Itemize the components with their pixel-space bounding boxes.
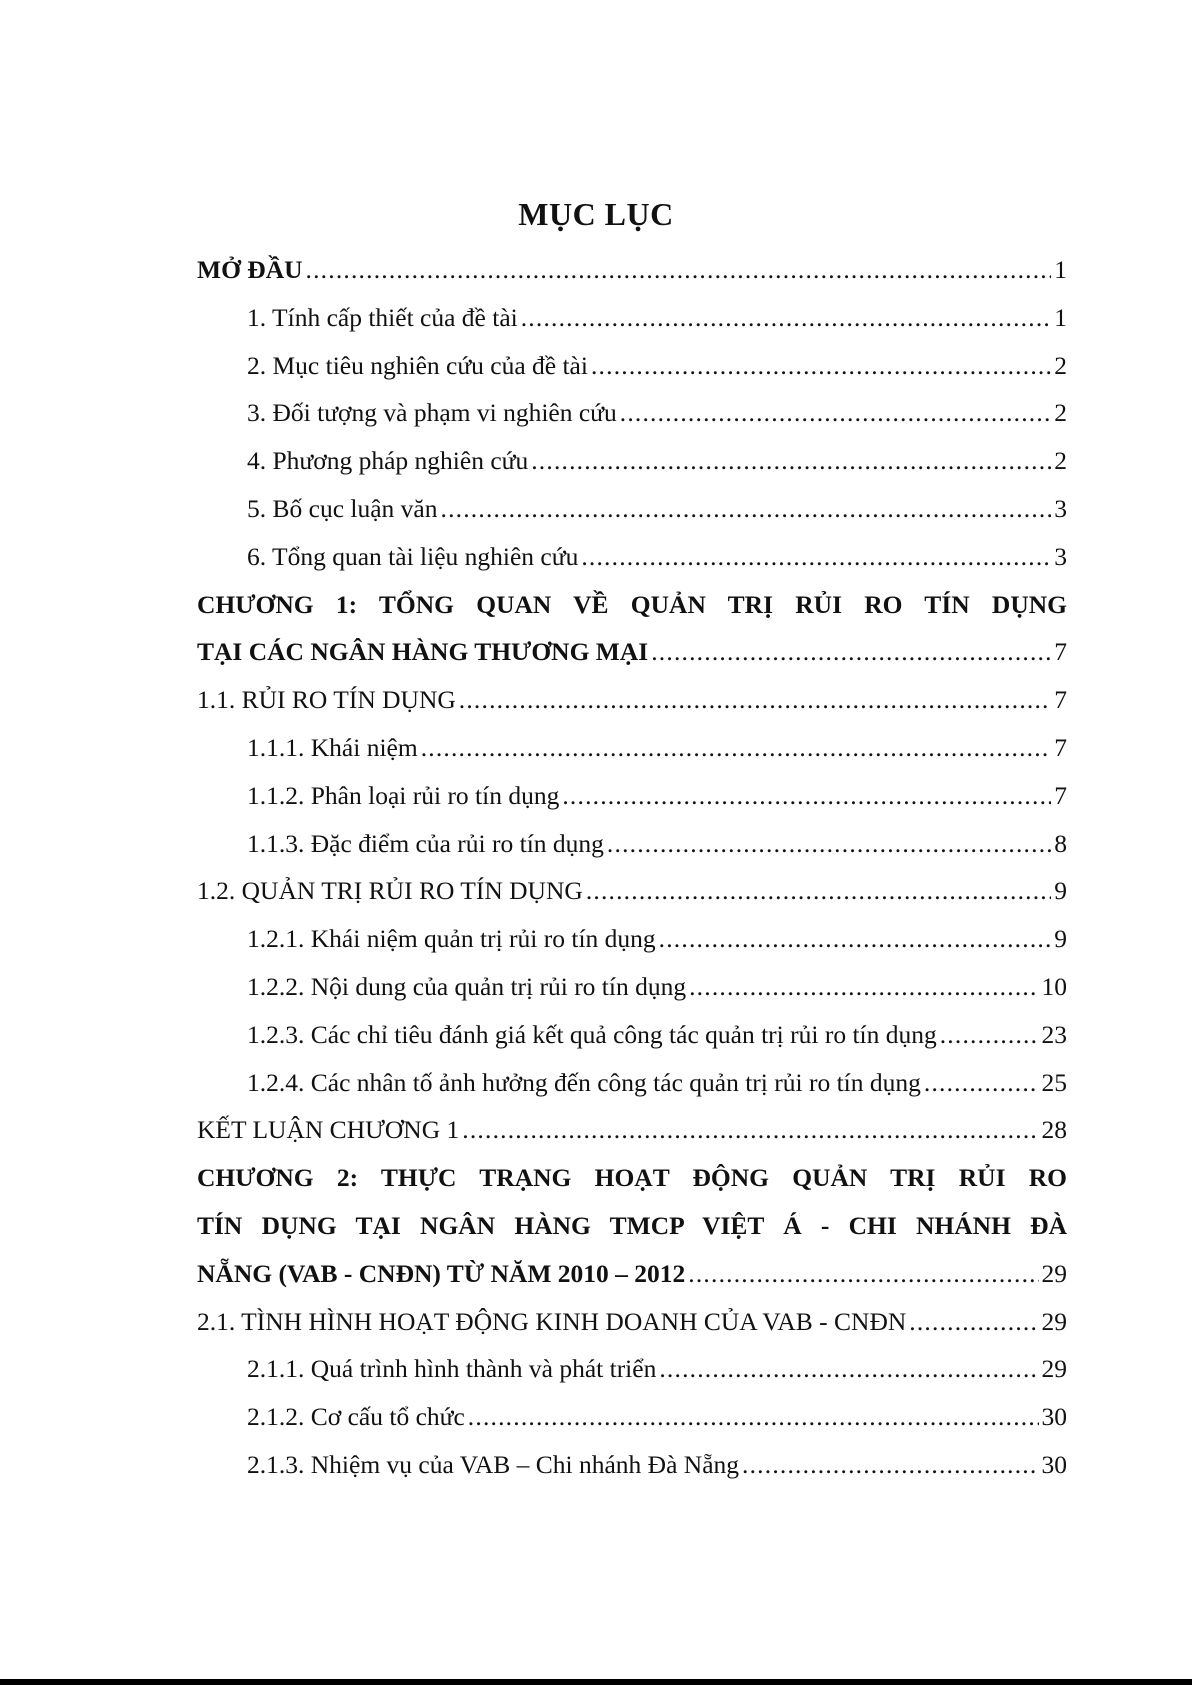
page-title: MỤC LỤC <box>518 196 674 232</box>
page-bottom-edge <box>0 1679 1192 1685</box>
toc-entry-label: 1.2.2. Nội dung của quản trị rủi ro tín dụng <box>247 971 687 1001</box>
toc-entry-1-2-2[interactable] <box>197 963 1067 1011</box>
toc-entry-1-2[interactable] <box>197 867 1067 915</box>
toc-entry-label: 1.2. QUẢN TRỊ RỦI RO TÍN DỤNG <box>197 876 583 906</box>
dot-leader <box>562 772 1051 820</box>
toc-entry-page: 29 <box>1041 1306 1067 1336</box>
toc-entry-page: 7 <box>1054 780 1067 810</box>
toc-entry-label: 1. Tính cấp thiết của đề tài <box>247 302 518 332</box>
toc-entry-2[interactable] <box>197 342 1067 390</box>
toc-entry-page: 7 <box>1054 637 1067 667</box>
toc-entry-page: 30 <box>1041 1402 1067 1432</box>
toc-entry-2-1[interactable] <box>197 1298 1067 1346</box>
toc-entry-page: 7 <box>1054 732 1067 762</box>
toc-entry-page: 2 <box>1054 446 1067 476</box>
toc-entry-page: 1 <box>1054 255 1067 284</box>
toc-entry-page: 10 <box>1041 971 1067 1001</box>
dot-leader <box>659 915 1052 963</box>
toc-entry-6[interactable] <box>197 533 1067 581</box>
toc-entry-page: 3 <box>1054 493 1067 523</box>
toc-chapter-2-line-2[interactable]: TÍN DỤNG TẠI NGÂN HÀNG TMCP VIỆT Á - CHI NHÁNH ĐÀ <box>197 1210 1067 1240</box>
toc-entry-1-1-2[interactable] <box>197 772 1067 820</box>
toc-entry-label: TẠI CÁC NGÂN HÀNG THƯƠNG MẠI <box>197 637 649 667</box>
toc-entry-label: 1.1.2. Phân loại rủi ro tín dụng <box>247 780 560 810</box>
dot-leader <box>581 533 1051 581</box>
toc-entry-1-1-1[interactable] <box>197 724 1067 772</box>
toc-entry-page: 8 <box>1054 828 1067 858</box>
toc-entry-1-2-1[interactable] <box>197 915 1067 963</box>
toc-entry-label: 1.2.4. Các nhân tố ảnh hưởng đến công tác quản trị rủi ro tín dụng <box>247 1067 921 1097</box>
toc-chapter-2-line-1[interactable]: CHƯƠNG 2: THỰC TRẠNG HOẠT ĐỘNG QUẢN TRỊ RỦI RO <box>197 1163 1067 1193</box>
toc-entry-2-1-2[interactable] <box>197 1393 1067 1441</box>
toc-entry-1-2-4[interactable] <box>197 1059 1067 1107</box>
dot-leader <box>462 1106 1038 1154</box>
toc-entry-mo-dau[interactable] <box>197 246 1067 294</box>
toc-entry-4[interactable] <box>197 437 1067 485</box>
dot-leader <box>531 437 1051 485</box>
dot-leader <box>742 1441 1038 1489</box>
dot-leader <box>689 963 1038 1011</box>
toc-entry-label: 2.1.2. Cơ cấu tổ chức <box>247 1402 465 1432</box>
dot-leader <box>659 1345 1038 1393</box>
toc-entry-1-1[interactable] <box>197 676 1067 724</box>
dot-leader <box>924 1059 1039 1107</box>
toc-entry-page: 30 <box>1041 1449 1067 1479</box>
dot-leader <box>521 294 1052 342</box>
dot-leader <box>940 1011 1039 1059</box>
dot-leader <box>909 1298 1038 1346</box>
toc-entry-2-1-3[interactable] <box>197 1441 1067 1489</box>
toc-entry-3[interactable] <box>197 389 1067 437</box>
toc-entry-page: 29 <box>1041 1354 1067 1384</box>
toc-entry-page: 2 <box>1054 350 1067 380</box>
toc-entry-label: 2.1. TÌNH HÌNH HOẠT ĐỘNG KINH DOANH CỦA VAB - CNĐN <box>197 1306 907 1336</box>
toc-entry-page: 25 <box>1041 1067 1067 1097</box>
toc-entry-page: 2 <box>1054 398 1067 428</box>
dot-leader <box>421 724 1052 772</box>
toc-entry-label: 1.1.3. Đặc điểm của rủi ro tín dụng <box>247 828 604 858</box>
toc-entry-5[interactable] <box>197 485 1067 533</box>
toc-entry-label: 3. Đối tượng và phạm vi nghiên cứu <box>247 398 617 428</box>
toc-entry-label: 2.1.1. Quá trình hình thành và phát triển <box>247 1354 657 1384</box>
toc-entry-label: 2.1.3. Nhiệm vụ của VAB – Chi nhánh Đà Nẵng <box>247 1449 740 1479</box>
dot-leader <box>459 676 1051 724</box>
toc-entry-label: 1.1. RỦI RO TÍN DỤNG <box>197 685 456 715</box>
toc-entry-label: 2. Mục tiêu nghiên cứu của đề tài <box>247 350 588 380</box>
toc-entry-page: 1 <box>1054 302 1067 332</box>
dot-leader <box>306 246 1052 294</box>
dot-leader <box>607 820 1051 868</box>
toc-entry-label: 6. Tổng quan tài liệu nghiên cứu <box>247 541 579 571</box>
toc-entry-page: 28 <box>1041 1115 1067 1145</box>
dot-leader <box>586 867 1051 915</box>
toc-entry-ket-luan-1[interactable] <box>197 1106 1067 1154</box>
toc-entry-1[interactable] <box>197 294 1067 342</box>
toc-entry-label: MỞ ĐẦU <box>197 255 303 284</box>
dot-leader <box>468 1393 1039 1441</box>
toc-entry-label: 1.2.1. Khái niệm quản trị rủi ro tín dụng <box>247 924 656 954</box>
toc-entry-2-1-1[interactable] <box>197 1345 1067 1393</box>
toc-chapter-1-line-1[interactable]: CHƯƠNG 1: TỔNG QUAN VỀ QUẢN TRỊ RỦI RO TÍN DỤNG <box>197 589 1067 619</box>
dot-leader <box>688 1250 1038 1298</box>
toc-entry-page: 3 <box>1054 541 1067 571</box>
toc-chapter-2[interactable] <box>197 1250 1067 1298</box>
toc-chapter-1[interactable] <box>197 628 1067 676</box>
toc-entry-label: 4. Phương pháp nghiên cứu <box>247 446 529 476</box>
toc-entry-page: 29 <box>1041 1258 1067 1288</box>
table-of-contents <box>197 246 1067 1489</box>
toc-entry-page: 9 <box>1054 876 1067 906</box>
toc-entry-label: 5. Bố cục luận văn <box>247 493 438 523</box>
toc-entry-label: 1.1.1. Khái niệm <box>247 732 418 762</box>
toc-entry-1-2-3[interactable] <box>197 1011 1067 1059</box>
toc-entry-label: 1.2.3. Các chỉ tiêu đánh giá kết quả công tác quản trị rủi ro tín dụng <box>247 1019 937 1049</box>
dot-leader <box>620 389 1052 437</box>
dot-leader <box>651 628 1051 676</box>
toc-entry-label: KẾT LUẬN CHƯƠNG 1 <box>197 1115 460 1145</box>
toc-entry-1-1-3[interactable] <box>197 820 1067 868</box>
toc-entry-page: 9 <box>1054 924 1067 954</box>
toc-entry-page: 7 <box>1054 685 1067 715</box>
toc-entry-label: NẴNG (VAB - CNĐN) TỪ NĂM 2010 – 2012 <box>197 1258 686 1288</box>
toc-entry-page: 23 <box>1041 1019 1067 1049</box>
dot-leader <box>441 485 1052 533</box>
dot-leader <box>591 342 1051 390</box>
